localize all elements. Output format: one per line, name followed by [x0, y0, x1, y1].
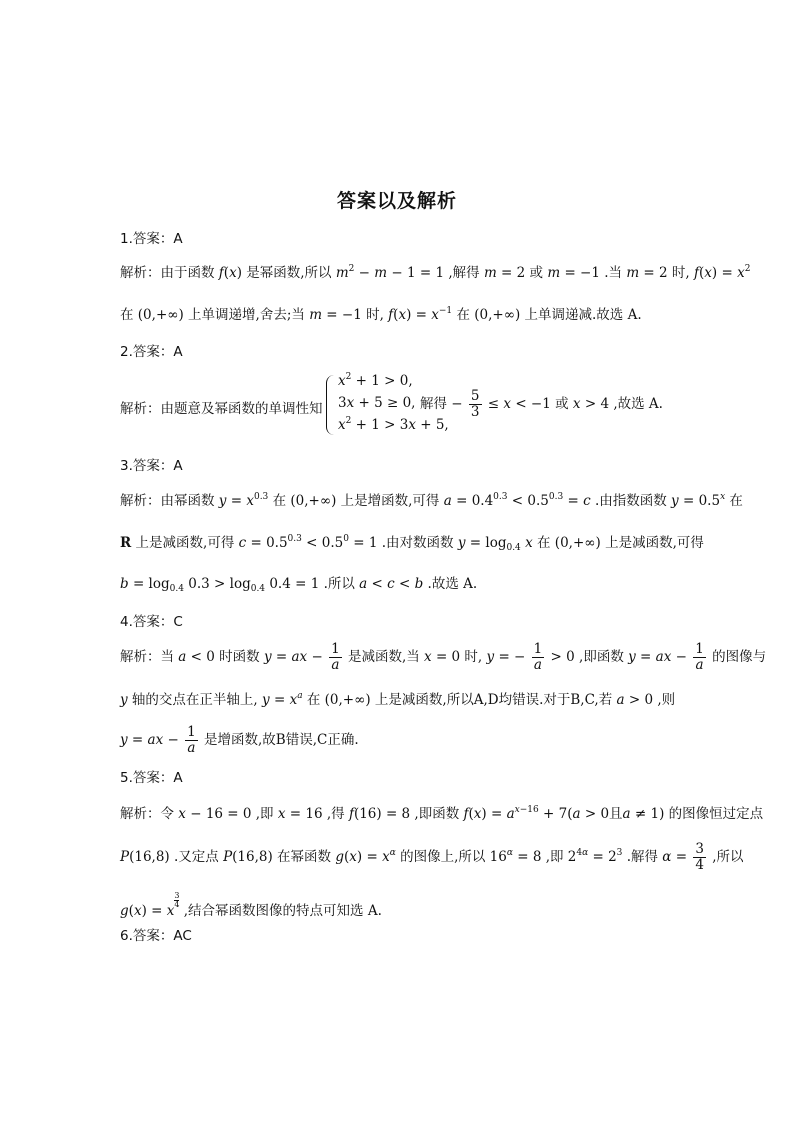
- q5-analysis-line1: 解析：令 x − 16 = 0 ,即 x = 16 ,得 f(16) = 8 ,即函数 $f(x) = a^{x-16} + 7(a > 0$且a ≠ 1) 的图像恒过定点: [120, 805, 764, 822]
- q4-analysis-line2: y 轴的交点在正半轴上, $y = x^a$ 在 (0,+∞) 上是减函数,所以A,D均错误.对于B,C,若 a > 0 ,则: [120, 691, 676, 708]
- system-row-1: $x^2 + 1 > 0$,: [338, 372, 413, 389]
- q3-analysis-line1: 解析：由幂函数 $y = x^{0.3}$ 在 (0,+∞) 上是增函数,可得 $a = 0.4^{0.3} < 0.5^{0.3} = c$ .由指数函数 $y = 0.5^x$ 在: [120, 492, 743, 509]
- q5-analysis-line2: P(16,8) .又定点 P(16,8) 在幂函数 $g(x) = x^\alpha$ 的图像上,所以 $16^\alpha = 8$ ,即 $2^{4\alpha} = 2^3$ .解得 α = $\frac{3}{4}$ ,所以: [120, 841, 744, 873]
- system-brace: [326, 375, 335, 435]
- page-title: 答案以及解析: [336, 190, 457, 212]
- q1-answer: 1.答案：A: [120, 231, 183, 247]
- q5-answer: 5.答案：A: [120, 770, 183, 786]
- q1-analysis-line1: 解析：由于函数 f(x) 是幂函数,所以 $m^2 - m - 1 = 1$ ,解得 m = 2 或 m = −1 .当 m = 2 时, $f(x) = x^2$: [120, 264, 751, 281]
- q1-analysis-line2: 在 (0,+∞) 上单调递增,舍去;当 m = −1 时, $f(x) = x^{-1}$ 在 (0,+∞) 上单调递减.故选 A.: [120, 306, 642, 323]
- q4-analysis-line1: 解析：当 a < 0 时函数 y = ax − $\frac{1}{a}$ 是减函数,当 x = 0 时, y = − $\frac{1}{a}$ > 0 ,即函数 y = ax − $\frac{1}{a}$ 的图像与: [120, 641, 767, 673]
- q6-answer: 6.答案：AC: [120, 928, 192, 944]
- q2-analysis-result: 解得 − $\frac{5}{3}$ ≤ x < −1 或 x > 4 ,故选 A.: [420, 388, 663, 420]
- q2-analysis-label: 解析：由题意及幂函数的单调性知: [120, 401, 323, 417]
- system-row-3: $x^2 + 1 > 3x + 5$,: [338, 416, 449, 433]
- q4-analysis-line3: y = ax − $\frac{1}{a}$ 是增函数,故B错误,C正确.: [120, 724, 359, 756]
- q3-analysis-line3: $b = \log_{0.4} 0.3 > \log_{0.4} 0.4 = 1$ .所以 a < c < b .故选 A.: [120, 576, 478, 594]
- q2-answer: 2.答案：A: [120, 344, 183, 360]
- q3-answer: 3.答案：A: [120, 458, 183, 474]
- q5-analysis-line3: g(x) = x $\frac{3}{4}$ ,结合幂函数图像的特点可知选 A.: [120, 891, 382, 919]
- system-row-2: 3x + 5 ≥ 0,: [338, 395, 416, 411]
- q3-analysis-line2: R 上是减函数,可得 $c = 0.5^{0.3} < 0.5^0 = 1$ .由对数函数 $y = \log_{0.4} x$ 在 (0,+∞) 上是减函数,可得: [120, 534, 704, 553]
- q4-answer: 4.答案：C: [120, 614, 183, 630]
